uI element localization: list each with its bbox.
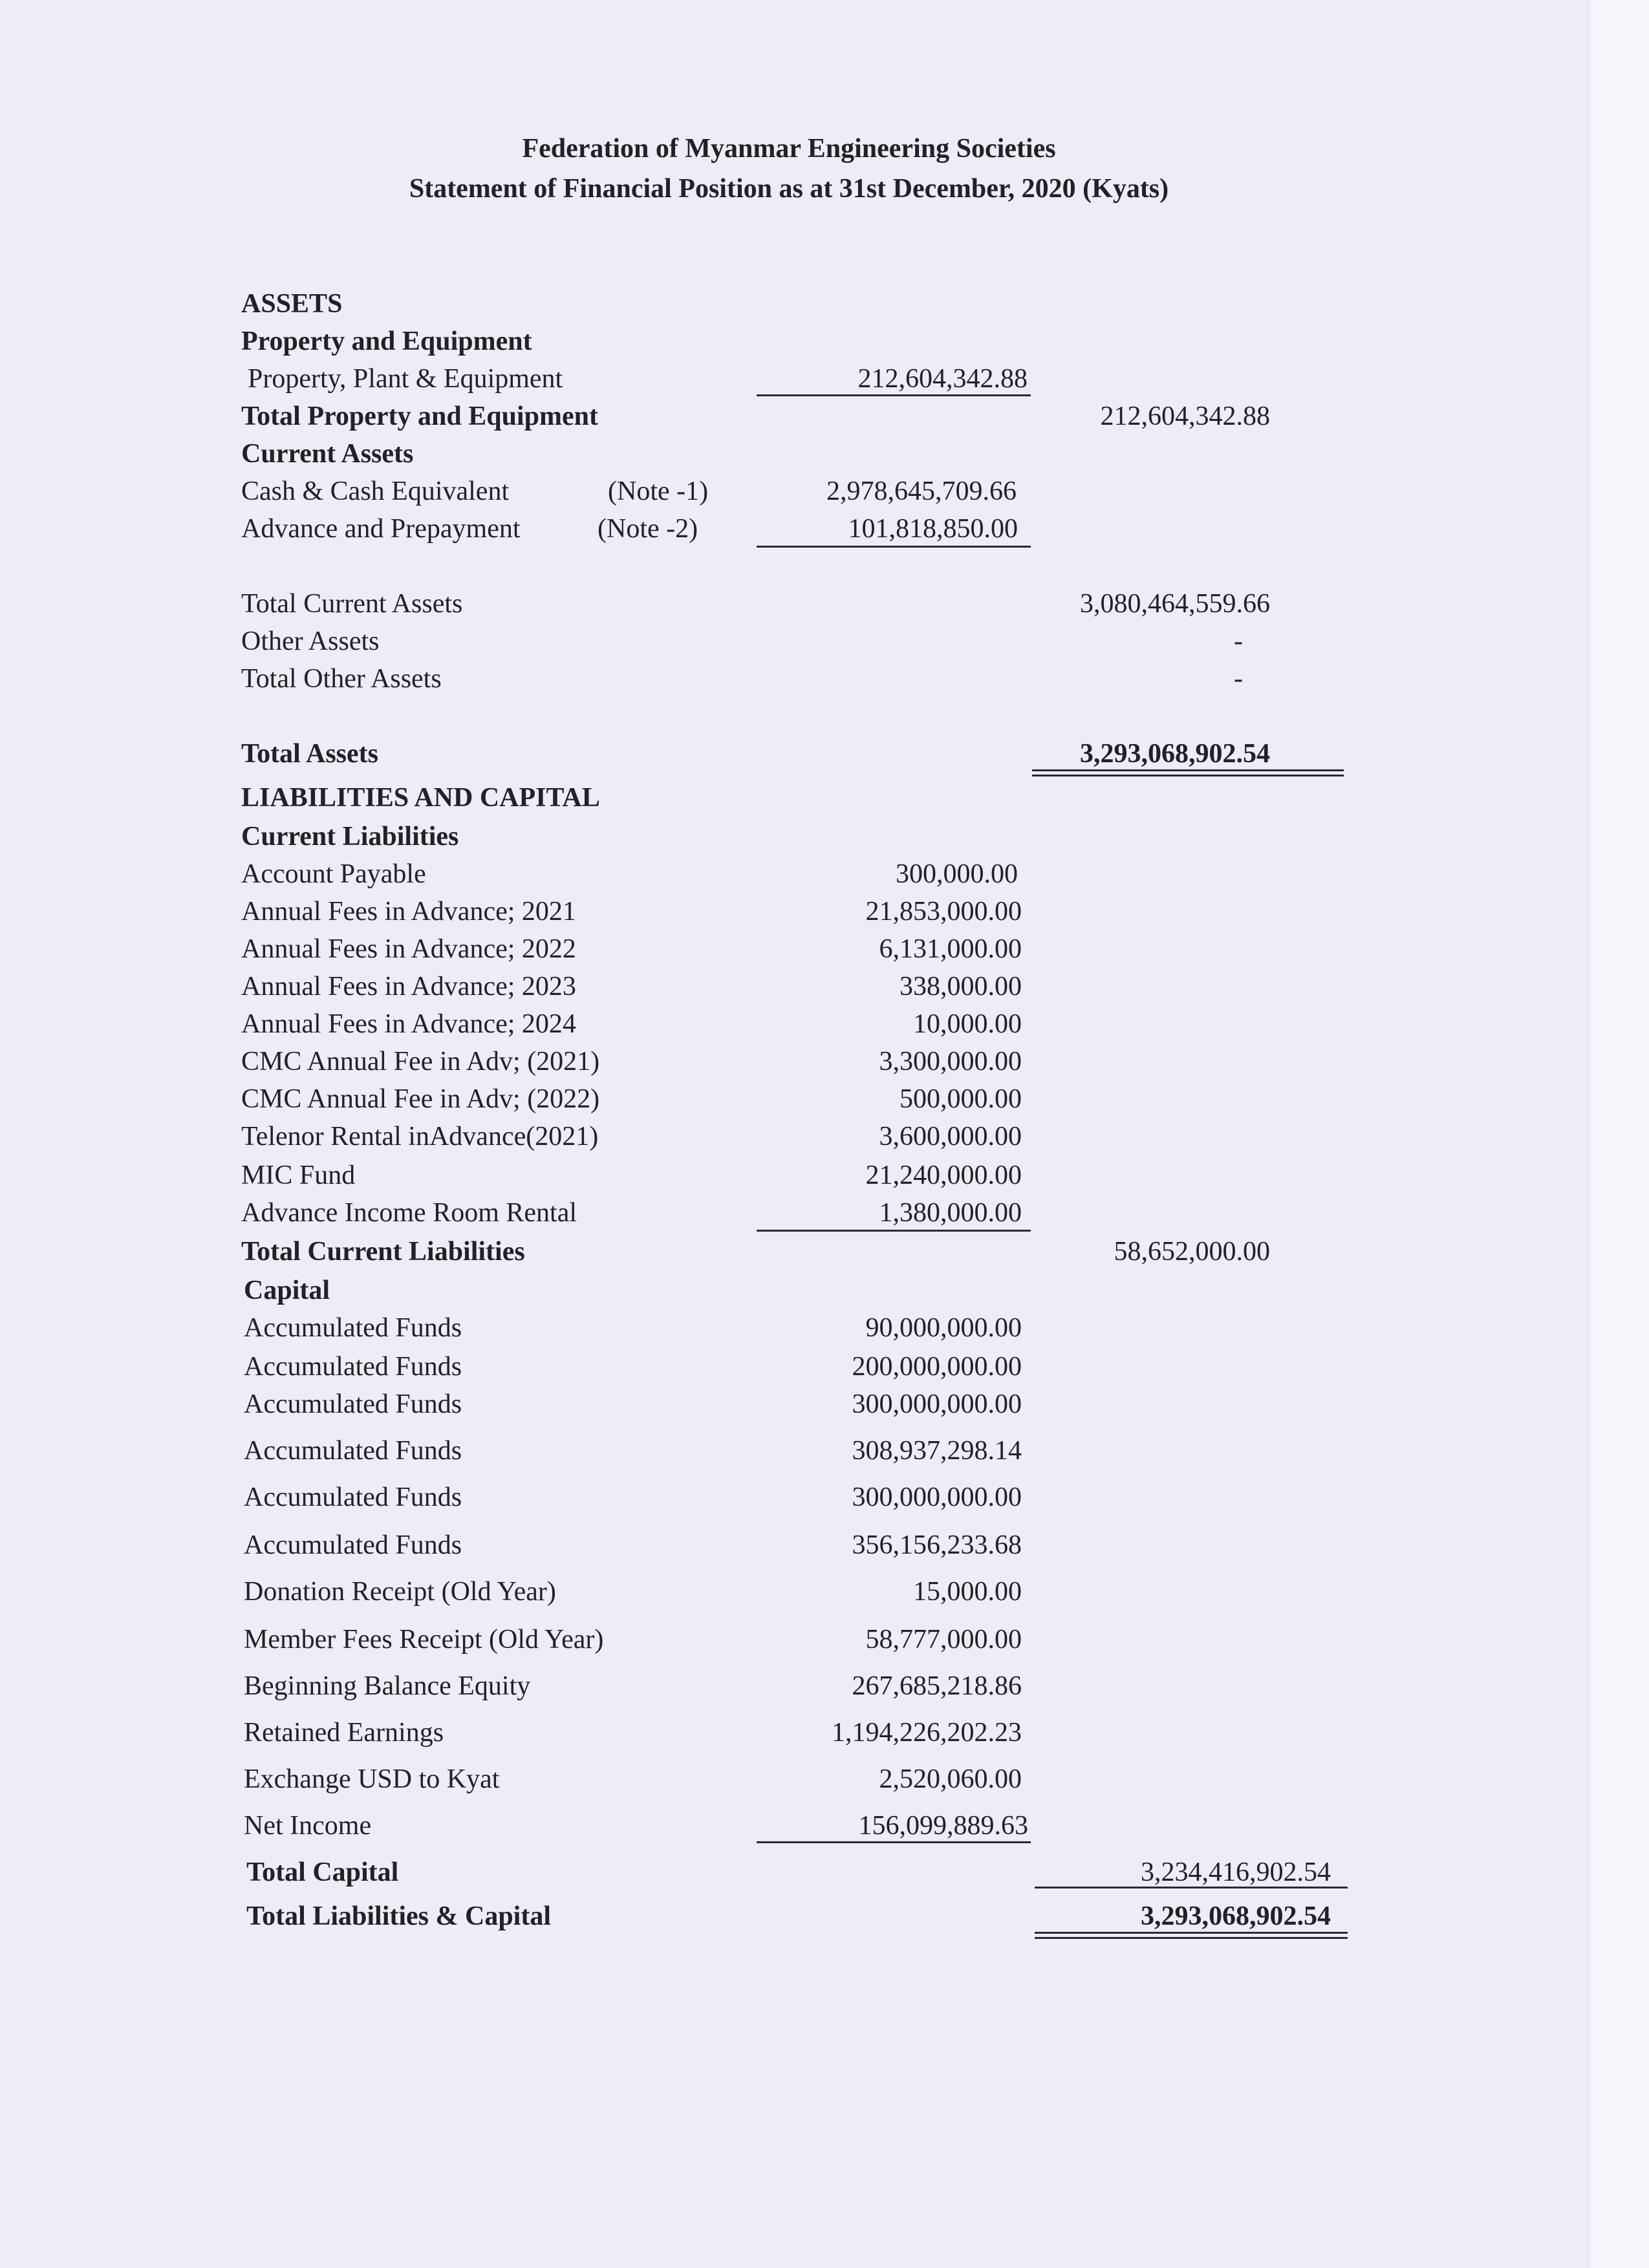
- advance-label: Advance and Prepayment: [241, 514, 521, 544]
- capital-label: Accumulated Funds: [244, 1530, 462, 1560]
- total-property-value: 212,604,342.88: [1100, 401, 1270, 431]
- capital-row: [0, 1621, 1591, 1658]
- liability-value: 338,000.00: [900, 972, 1022, 1001]
- property-heading-row: [0, 323, 1591, 359]
- liability-label: CMC Annual Fee in Adv; (2021): [241, 1047, 600, 1076]
- scan-edge: [1591, 0, 1649, 2268]
- cash-value: 2,978,645,709.66: [826, 476, 1017, 506]
- liability-label: Annual Fees in Advance; 2023: [241, 972, 576, 1001]
- capital-value: 156,099,889.63: [858, 1811, 1028, 1841]
- liability-value: 3,600,000.00: [879, 1122, 1022, 1151]
- capital-heading: Capital: [244, 1276, 330, 1305]
- capital-value: 267,685,218.86: [852, 1671, 1022, 1701]
- total-liab-cap-double-rule: [1035, 1932, 1348, 1939]
- total-capital-value: 3,234,416,902.54: [1141, 1857, 1331, 1887]
- capital-value: 90,000,000.00: [865, 1313, 1022, 1343]
- liability-row: [0, 1118, 1591, 1155]
- liability-label: Annual Fees in Advance; 2022: [241, 934, 576, 964]
- liability-label: Annual Fees in Advance; 2021: [241, 897, 576, 926]
- capital-value: 15,000.00: [913, 1577, 1022, 1607]
- current-liabilities-underline: [757, 1230, 1031, 1232]
- liability-value: 21,240,000.00: [865, 1161, 1022, 1190]
- capital-label: Accumulated Funds: [244, 1482, 462, 1512]
- capital-row: [0, 1349, 1591, 1385]
- total-capital-underline: [1035, 1887, 1348, 1888]
- capital-value: 300,000,000.00: [852, 1389, 1022, 1419]
- total-capital-row: [0, 1854, 1591, 1890]
- total-assets-double-rule: [1032, 769, 1344, 776]
- total-current-assets-row: [0, 586, 1591, 622]
- capital-label: Donation Receipt (Old Year): [244, 1577, 556, 1607]
- liabilities-heading: LIABILITIES AND CAPITAL: [241, 783, 600, 813]
- liability-label: Telenor Rental inAdvance(2021): [241, 1122, 599, 1151]
- capital-row: [0, 1808, 1591, 1844]
- total-other-assets-label: Total Other Assets: [241, 664, 442, 694]
- capital-row: [0, 1668, 1591, 1704]
- ppe-underline: [757, 394, 1031, 396]
- capital-label: Retained Earnings: [244, 1718, 444, 1748]
- current-assets-heading-row: [0, 436, 1591, 472]
- advance-row: [0, 511, 1591, 547]
- other-assets-row: [0, 623, 1591, 659]
- other-assets-label: Other Assets: [241, 626, 380, 656]
- capital-value: 58,777,000.00: [865, 1625, 1022, 1654]
- total-current-assets-value: 3,080,464,559.66: [1080, 589, 1270, 619]
- capital-underline: [757, 1841, 1031, 1843]
- liability-row: [0, 893, 1591, 930]
- liability-value: 3,300,000.00: [879, 1047, 1022, 1076]
- total-liab-cap-label: Total Liabilities & Capital: [246, 1901, 552, 1931]
- capital-label: Accumulated Funds: [244, 1436, 462, 1466]
- cash-label: Cash & Cash Equivalent: [241, 476, 510, 506]
- capital-row: [0, 1433, 1591, 1469]
- current-liabilities-heading-row: [0, 818, 1591, 855]
- total-current-liabilities-row: [0, 1234, 1591, 1270]
- capital-row: [0, 1574, 1591, 1610]
- capital-row: [0, 1715, 1591, 1751]
- capital-label: Net Income: [244, 1811, 372, 1841]
- ppe-label: Property, Plant & Equipment: [248, 364, 563, 394]
- assets-heading: ASSETS: [241, 289, 343, 319]
- total-other-assets-value: -: [1234, 664, 1243, 694]
- cash-note: (Note -1): [608, 476, 709, 506]
- capital-label: Accumulated Funds: [244, 1352, 462, 1382]
- liability-row: [0, 856, 1591, 892]
- organization-title: Federation of Myanmar Engineering Societies: [522, 134, 1056, 164]
- capital-value: 356,156,233.68: [852, 1530, 1022, 1560]
- total-other-assets-row: [0, 661, 1591, 697]
- total-assets-value: 3,293,068,902.54: [1080, 739, 1270, 769]
- liability-label: Account Payable: [241, 859, 426, 889]
- liability-value: 10,000.00: [913, 1009, 1022, 1039]
- liability-label: CMC Annual Fee in Adv; (2022): [241, 1084, 600, 1114]
- ppe-value: 212,604,342.88: [857, 364, 1028, 394]
- capital-value: 308,937,298.14: [852, 1436, 1022, 1466]
- capital-heading-row: [0, 1272, 1591, 1309]
- liability-value: 500,000.00: [900, 1084, 1022, 1114]
- liability-row: [0, 1157, 1591, 1193]
- capital-label: Beginning Balance Equity: [244, 1671, 531, 1701]
- total-current-liabilities-label: Total Current Liabilities: [241, 1237, 525, 1267]
- property-heading: Property and Equipment: [241, 326, 532, 356]
- liability-value: 300,000.00: [896, 859, 1018, 889]
- statement-title: Statement of Financial Position as at 31st December, 2020 (Kyats): [409, 174, 1169, 204]
- capital-label: Accumulated Funds: [244, 1313, 462, 1343]
- liability-label: Advance Income Room Rental: [241, 1198, 577, 1228]
- capital-value: 200,000,000.00: [852, 1352, 1022, 1382]
- capital-row: [0, 1527, 1591, 1563]
- current-assets-underline: [757, 546, 1031, 548]
- capital-value: 1,194,226,202.23: [832, 1718, 1022, 1748]
- liability-row: [0, 931, 1591, 967]
- current-liabilities-heading: Current Liabilities: [241, 822, 459, 851]
- liability-row: [0, 1043, 1591, 1080]
- capital-label: Member Fees Receipt (Old Year): [244, 1625, 604, 1654]
- other-assets-value: -: [1234, 626, 1243, 656]
- capital-label: Accumulated Funds: [244, 1389, 462, 1419]
- total-assets-label: Total Assets: [241, 739, 378, 769]
- liability-row: [0, 1195, 1591, 1231]
- liability-row: [0, 1006, 1591, 1042]
- total-current-liabilities-value: 58,652,000.00: [1114, 1237, 1270, 1267]
- total-assets-row: [0, 736, 1591, 772]
- liability-value: 1,380,000.00: [879, 1198, 1022, 1228]
- liability-row: [0, 1081, 1591, 1117]
- cash-row: [0, 473, 1591, 509]
- liability-row: [0, 968, 1591, 1005]
- liability-label: Annual Fees in Advance; 2024: [241, 1009, 576, 1039]
- advance-note: (Note -2): [598, 514, 698, 544]
- advance-value: 101,818,850.00: [848, 514, 1018, 544]
- capital-row: [0, 1761, 1591, 1797]
- assets-heading-row: [0, 286, 1591, 322]
- liability-label: MIC Fund: [241, 1161, 356, 1190]
- total-current-assets-label: Total Current Assets: [241, 589, 463, 619]
- capital-row: [0, 1479, 1591, 1515]
- capital-row: [0, 1386, 1591, 1422]
- liability-value: 6,131,000.00: [879, 934, 1022, 964]
- capital-value: 300,000,000.00: [852, 1482, 1022, 1512]
- total-capital-label: Total Capital: [246, 1857, 399, 1887]
- capital-row: [0, 1310, 1591, 1346]
- liability-value: 21,853,000.00: [865, 897, 1022, 926]
- capital-value: 2,520,060.00: [879, 1764, 1022, 1794]
- total-liab-cap-value: 3,293,068,902.54: [1141, 1901, 1331, 1931]
- liabilities-heading-row: [0, 780, 1591, 816]
- ppe-row: [0, 361, 1591, 397]
- total-property-label: Total Property and Equipment: [241, 401, 598, 431]
- total-property-row: [0, 398, 1591, 434]
- current-assets-heading: Current Assets: [241, 439, 414, 469]
- capital-label: Exchange USD to Kyat: [244, 1764, 500, 1794]
- total-liab-cap-row: [0, 1898, 1591, 1934]
